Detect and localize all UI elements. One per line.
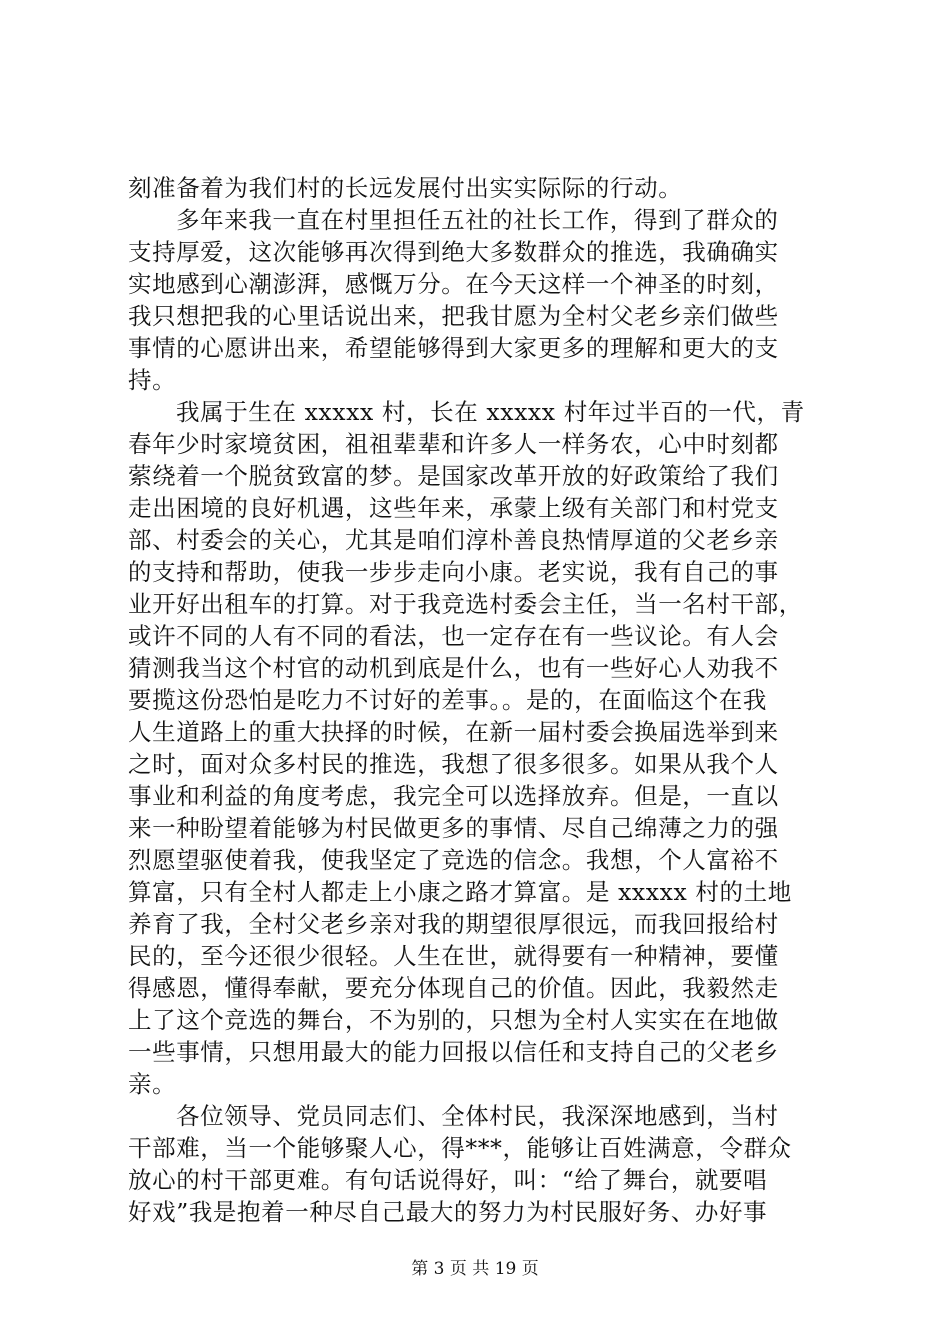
text-line: 烈愿望驱使着我，使我坚定了竞选的信念。我想，个人富裕不	[128, 846, 779, 874]
text-line: 的支持和帮助，使我一步步走向小康。老实说，我有自己的事	[128, 558, 779, 586]
text-line: 刻准备着为我们村的长远发展付出实实际际的行动。	[128, 174, 683, 202]
text-line: 好戏”我是抱着一种尽自己最大的努力为村民服好务、办好事	[128, 1198, 768, 1226]
text-line: 上了这个竞选的舞台，不为别的，只想为全村人实实在在地做	[128, 1006, 779, 1034]
text-line: 来一种盼望着能够为村民做更多的事情、尽自己绵薄之力的强	[128, 814, 779, 842]
text-line: 亲。	[128, 1070, 177, 1098]
text-line: 算富，只有全村人都走上小康之路才算富。是 xxxxx 村的土地	[128, 878, 792, 906]
text-line: 业开好出租车的打算。对于我竞选村委会主任，当一名村干部，	[128, 590, 803, 618]
text-line: 支持厚爱，这次能够再次得到绝大多数群众的推选，我确确实	[128, 238, 779, 266]
text-line: 人生道路上的重大抉择的时候，在新一届村委会换届选举到来	[128, 718, 779, 746]
text-line: 养育了我，全村父老乡亲对我的期望很厚很远，而我回报给村	[128, 910, 779, 938]
text-line: 事情的心愿讲出来，希望能够得到大家更多的理解和更大的支	[128, 334, 779, 362]
text-line: 部、村委会的关心，尤其是咱们淳朴善良热情厚道的父老乡亲	[128, 526, 779, 554]
text-line: 或许不同的人有不同的看法，也一定存在有一些议论。有人会	[128, 622, 779, 650]
text-line: 各位领导、党员同志们、全体村民，我深深地感到，当村	[176, 1102, 779, 1130]
text-line: 得感恩，懂得奉献，要充分体现自己的价值。因此，我毅然走	[128, 974, 779, 1002]
text-line: 萦绕着一个脱贫致富的梦。是国家改革开放的好政策给了我们	[128, 462, 779, 490]
text-line: 事业和利益的角度考虑，我完全可以选择放弃。但是，一直以	[128, 782, 779, 810]
text-line: 我只想把我的心里话说出来，把我甘愿为全村父老乡亲们做些	[128, 302, 779, 330]
text-line: 实地感到心潮澎湃，感慨万分。在今天这样一个神圣的时刻，	[128, 270, 779, 298]
text-line: 猜测我当这个村官的动机到底是什么，也有一些好心人劝我不	[128, 654, 779, 682]
text-line: 民的，至今还很少很轻。人生在世，就得要有一种精神，要懂	[128, 942, 779, 970]
page-number-footer: 第 3 页 共 19 页	[411, 1259, 539, 1279]
text-line: 春年少时家境贫困，祖祖辈辈和许多人一样务农，心中时刻都	[128, 430, 779, 458]
text-line: 要揽这份恐怕是吃力不讨好的差事。。是的，在面临这个在我	[128, 686, 767, 714]
text-line: 一些事情，只想用最大的能力回报以信任和支持自己的父老乡	[128, 1038, 779, 1066]
text-line: 干部难，当一个能够聚人心，得***，能够让百姓满意，令群众	[128, 1134, 792, 1162]
text-line: 放心的村干部更难。有句话说得好，叫：“给了舞台，就要唱	[128, 1166, 768, 1194]
text-line: 之时，面对众多村民的推选，我想了很多很多。如果从我个人	[128, 750, 779, 778]
text-line: 多年来我一直在村里担任五社的社长工作，得到了群众的	[176, 206, 779, 234]
text-line: 我属于生在 xxxxx 村，长在 xxxxx 村年过半百的一代，青	[176, 398, 805, 426]
text-line: 走出困境的良好机遇，这些年来，承蒙上级有关部门和村党支	[128, 494, 779, 522]
text-line: 持。	[128, 366, 177, 394]
